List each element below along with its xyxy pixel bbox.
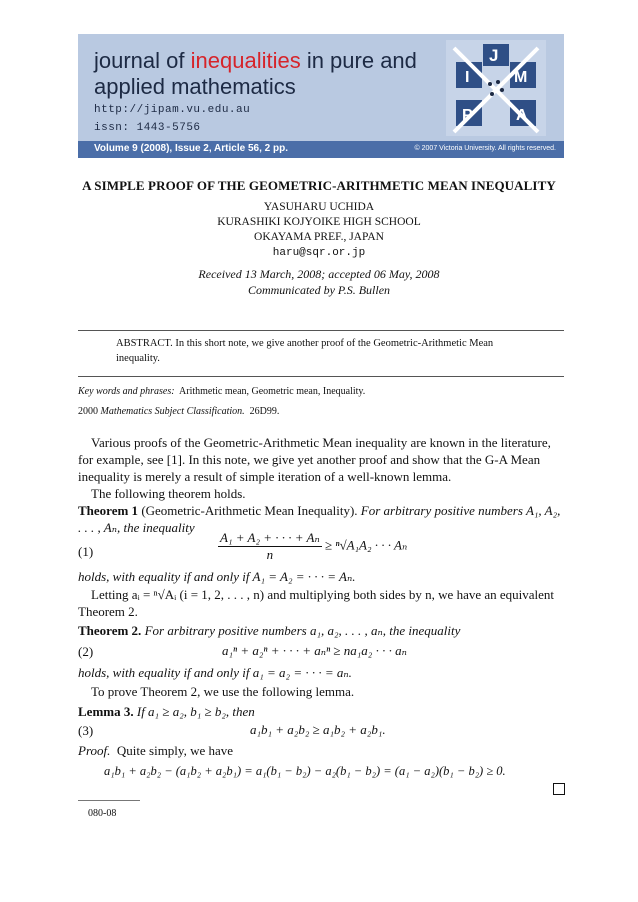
- affiliation-school: KURASHIKI KOJYOIKE HIGH SCHOOL: [217, 216, 421, 228]
- logo-letter-a: A: [516, 107, 528, 124]
- affiliation-location: OKAYAMA PREF., JAPAN: [254, 231, 384, 243]
- holds-1: holds, with equality if and only if A₁ = A₂ = · · · = Aₙ.: [78, 569, 356, 584]
- abstract-text: In this short note, we give another proof of the Geometric-Arithmetic Mean inequality.: [116, 338, 494, 364]
- paper-title: A SIMPLE PROOF OF THE GEOMETRIC-ARITHMETIC MEAN INEQUALITY: [82, 178, 556, 193]
- author-email[interactable]: haru@sqr.or.jp: [272, 247, 366, 259]
- theorem-2: Theorem 2. For arbitrary positive numbers a₁, a₂, . . . , aₙ, the inequality: [78, 623, 461, 638]
- lemma-3: Lemma 3. If a₁ ≥ a₂, b₁ ≥ b₂, then: [78, 704, 255, 719]
- jipam-logo: [446, 40, 546, 136]
- received-dates: Received 13 March, 2008; accepted 06 May, 2008: [198, 267, 440, 281]
- manuscript-code: 080-08: [88, 808, 117, 819]
- logo-letter-j: J: [489, 46, 499, 65]
- eq1-denominator: n: [266, 547, 274, 562]
- msc-classification: 2000 Mathematics Subject Classification. 26D99.: [78, 406, 280, 417]
- logo-letter-i: I: [465, 69, 470, 86]
- abstract-bottom-rule: [78, 376, 564, 377]
- following-sentence: The following theorem holds.: [91, 486, 246, 501]
- journal-issn: issn: 1443-5756: [94, 122, 201, 134]
- equation-1: [218, 530, 407, 563]
- author-name: YASUHARU UCHIDA: [263, 201, 375, 213]
- theorem-1: Theorem 1 (Geometric-Arithmetic Mean Inequality). For arbitrary positive numbers A₁, A₂, . . . , Aₙ, the inequality: [78, 503, 561, 535]
- copyright: © 2007 Victoria University. All rights reserved.: [414, 145, 556, 152]
- communicated-by: Communicated by P.S. Bullen: [247, 283, 391, 297]
- equation-3: a₁b₁ + a₂b₂ ≥ a₁b₂ + a₂b₁.: [250, 722, 386, 737]
- eq1-numerator: A₁ + A₂ + · · · + Aₙ: [220, 530, 320, 545]
- journal-url[interactable]: http://jipam.vu.edu.au: [94, 104, 251, 116]
- logo-letter-p: P: [462, 107, 473, 124]
- footnote-rule: [78, 800, 140, 801]
- keywords: Key words and phrases: Arithmetic mean, Geometric mean, Inequality.: [78, 386, 366, 397]
- abstract-top-rule: [78, 330, 564, 331]
- eq1-label: (1): [78, 544, 94, 559]
- intro-paragraph: Various proofs of the Geometric-Arithmetic Mean inequality are known in the literature, for example, see [1]. In this note, we give yet another proof and show that the G-A Mean inequality is merely a result of simple iteration of a well-known lemma.: [78, 435, 551, 484]
- equation-2: a₁ⁿ + a₂ⁿ + · · · + aₙⁿ ≥ na₁a₂ · · · aₙ: [222, 643, 407, 658]
- journal-title-line2: applied mathematics: [94, 74, 296, 99]
- eq1-rhs: ≥ ⁿ√A₁A₂ · · · Aₙ: [324, 537, 408, 553]
- abstract: [116, 336, 526, 366]
- eq3-label: (3): [78, 723, 94, 738]
- to-prove-sentence: To prove Theorem 2, we use the following lemma.: [91, 684, 355, 699]
- volume-info: Volume 9 (2008), Issue 2, Article 56, 2 pp.: [94, 143, 288, 154]
- qed-symbol: [553, 783, 565, 795]
- proof-equation: a₁b₁ + a₂b₂ − (a₁b₂ + a₂b₁) = a₁(b₁ − b₂) − a₂(b₁ − b₂) = (a₁ − a₂)(b₁ − b₂) ≥ 0.: [104, 764, 506, 778]
- journal-title-line1: journal of inequalities in pure and: [94, 48, 417, 73]
- proof: Proof. Quite simply, we have: [78, 743, 234, 758]
- journal-title-highlight: inequalities: [190, 48, 301, 73]
- journal-banner: [78, 34, 564, 158]
- holds-2: holds, with equality if and only if a₁ = a₂ = · · · = aₙ.: [78, 665, 352, 680]
- letting-paragraph: Letting aᵢ = ⁿ√Aᵢ (i = 1, 2, . . . , n) and multiplying both sides by n, we have an equivalent Theorem 2.: [78, 587, 555, 619]
- eq2-label: (2): [78, 644, 94, 659]
- abstract-label: ABSTRACT.: [116, 338, 173, 349]
- logo-letter-m: M: [514, 69, 528, 86]
